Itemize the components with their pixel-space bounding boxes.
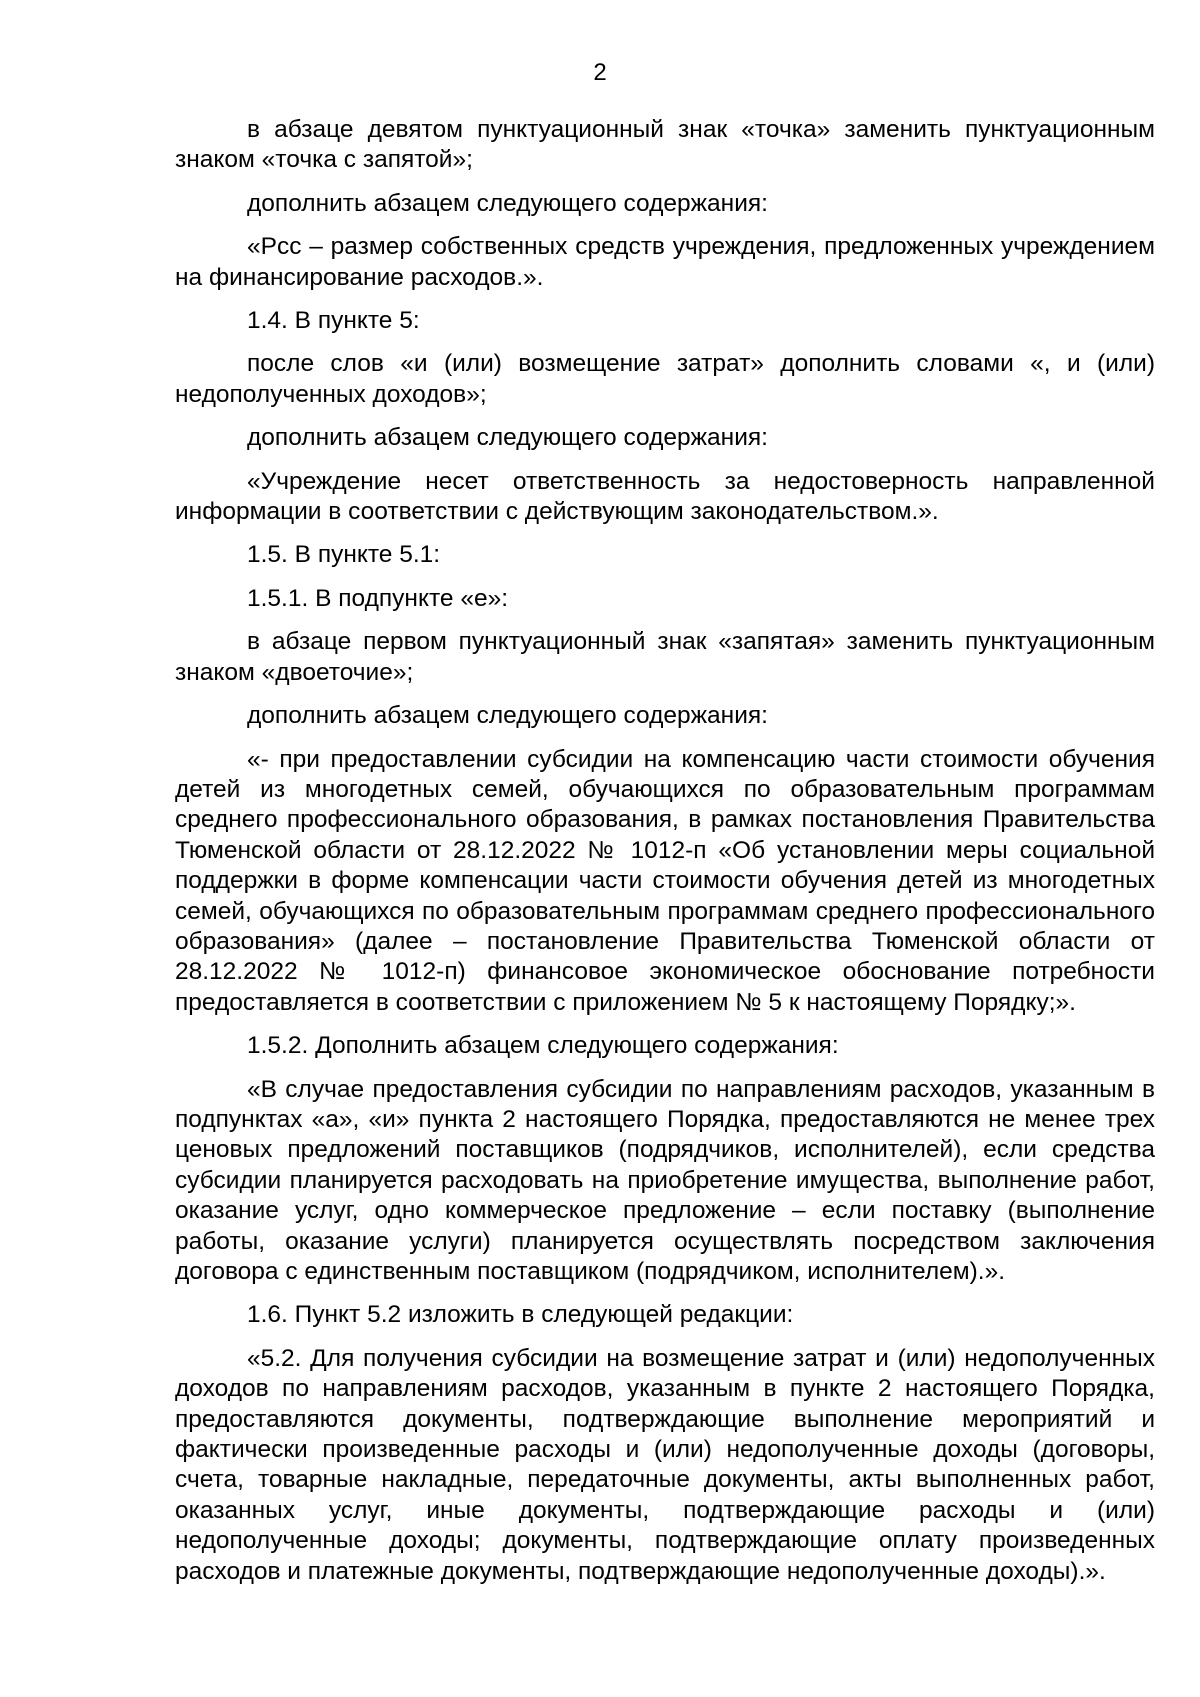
document-body xyxy=(175,115,1155,1600)
paragraph: 1.5. В пункте 5.1: xyxy=(247,541,441,569)
paragraph: дополнить абзацем следующего содержания: xyxy=(247,702,768,730)
paragraph: «Учреждение несет ответственность за недостоверность направленной информации в соответствии с действующим законодательством.». xyxy=(175,467,1155,526)
paragraph: дополнить абзацем следующего содержания: xyxy=(247,424,768,452)
paragraph: дополнить абзацем следующего содержания: xyxy=(247,189,768,217)
paragraph: 1.5.1. В подпункте «е»: xyxy=(247,584,509,612)
paragraph: в абзаце первом пунктуационный знак «запятая» заменить пунктуационным знаком «двоеточие»; xyxy=(175,628,1155,686)
paragraph: «В случае предоставления субсидии по направлениям расходов, указанным в подпунктах «а», «и» пункта 2 настоящего Порядка, предоставляются не менее трех ценовых предложений поставщиков (подрядчиков, исполнителей), если средства субсидии планируется расходовать на приобретение имущества, выполнение работ, оказание услуг, одно коммерческое предложение – если поставку (выполнение работы, оказание услуги) планируется осуществлять посредством заключения договора с единственным поставщиком (подрядчиком, исполнителем).». xyxy=(175,1075,1155,1285)
paragraph: 1.4. В пункте 5: xyxy=(247,307,420,335)
paragraph: 1.5.2. Дополнить абзацем следующего содержания: xyxy=(247,1032,839,1060)
paragraph: после слов «и (или) возмещение затрат» дополнить словами «, и (или) недополученных доходов»; xyxy=(175,350,1155,408)
paragraph: «- при предоставлении субсидии на компенсацию части стоимости обучения детей из многодетных семей, обучающихся по образовательным программам среднего профессионального образования, в рамках постановления Правительства Тюменской области от 28.12.2022 № 1012-п «Об установлении меры социальной поддержки в форме компенсации части стоимости обучения детей из многодетных семей, обучающихся по образовательным программам среднего профессионального образования» (далее – постановление Правительства Тюменской области от 28.12.2022 № 1012-п) финансовое экономическое обоснование потребности предоставляется в соответствии с приложением № 5 к настоящему Порядку;». xyxy=(175,745,1155,1016)
paragraph: «5.2. Для получения субсидии на возмещение затрат и (или) недополученных доходов по направлениям расходов, указанным в пункте 2 настоящего Порядка, предоставляются документы, подтверждающие выполнение мероприятий и фактически произведенные расходы и (или) недополученные доходы (договоры, счета, товарные накладные, передаточные документы, акты выполненных работ, оказанных услуг, иные документы, подтверждающие расходы и (или) недополученные доходы; документы, подтверждающие оплату произведенных расходов и платежные документы, подтверждающие недополученные доходы).». xyxy=(175,1344,1155,1585)
paragraph: 1.6. Пункт 5.2 изложить в следующей редакции: xyxy=(247,1301,794,1329)
paragraph: «Рсс – размер собственных средств учреждения, предложенных учреждением на финансирование расходов.». xyxy=(175,233,1155,291)
page-number: 2 xyxy=(593,59,607,86)
paragraph: в абзаце девятом пунктуационный знак «точка» заменить пунктуационным знаком «точка с запятой»; xyxy=(175,116,1155,174)
